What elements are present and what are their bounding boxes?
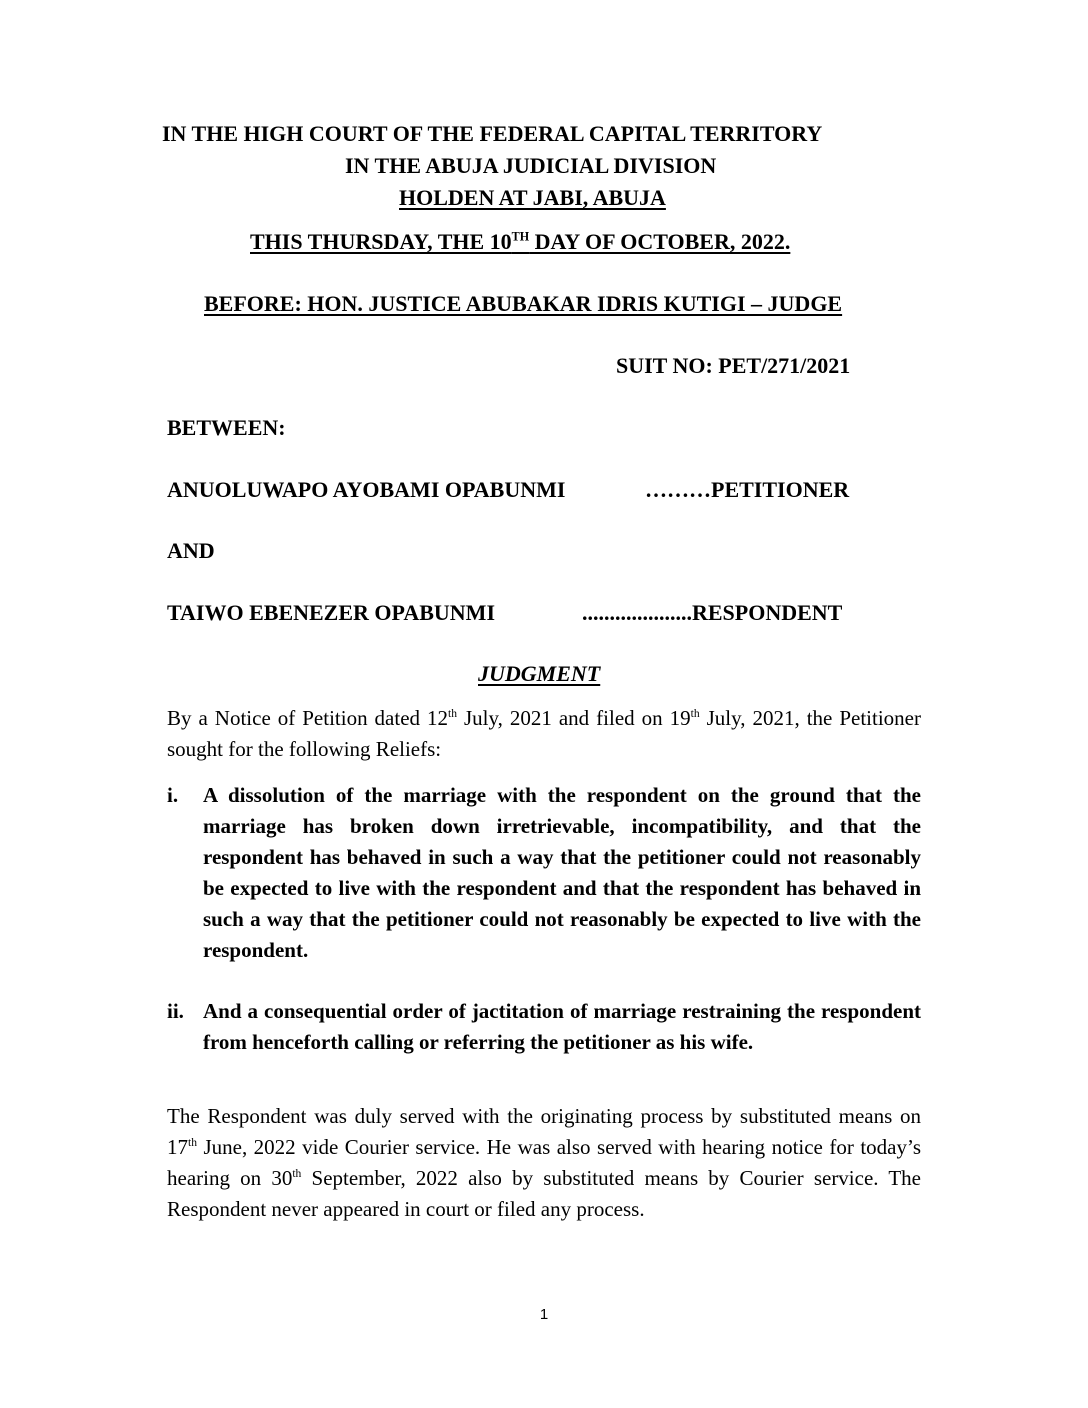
date-pre: THIS THURSDAY, THE 10 (250, 229, 512, 254)
date-line (250, 229, 790, 255)
holden-title: HOLDEN AT JABI, ABUJA (399, 185, 666, 210)
intro-text-2: July, 2021 and filed on 19 (457, 706, 691, 730)
service-text-2: June, 2022 vide Courier service. He was also served with hearing notice for today’s hearing on 30 (167, 1135, 921, 1190)
service-sup-2: th (292, 1168, 302, 1180)
service-text-1: The Respondent was duly served with the originating process by substituted means on 17 (167, 1104, 921, 1159)
relief-number: ii. (167, 999, 184, 1023)
before-line: BEFORE: HON. JUSTICE ABUBAKAR IDRIS KUTIGI – JUDGE (204, 291, 843, 316)
relief-text: A dissolution of the marriage with the respondent on the ground that the marriage has broken down irretrievable, incompatibility, and that the respondent has behaved in such a way that the petitioner could not reasonably be expected to live with the respondent and that the respondent has behaved in such a way that the petitioner could not reasonably be expected to live with the respondent. (203, 783, 921, 962)
intro-sup-1: th (448, 708, 458, 720)
intro-paragraph (167, 703, 921, 765)
judgment-title: JUDGMENT (478, 661, 601, 686)
petitioner-name: ANUOLUWAPO AYOBAMI OPABUNMI (167, 477, 566, 502)
service-text-3: September, 2022 also by substituted means by Courier service. The Respondent never appeared in court or filed any process. (167, 1166, 921, 1221)
respondent-role: ....................RESPONDENT (582, 600, 843, 625)
relief-item (167, 780, 921, 966)
and-label: AND (167, 538, 215, 563)
suit-number: SUIT NO: PET/271/2021 (616, 353, 851, 378)
court-title: IN THE HIGH COURT OF THE FEDERAL CAPITAL TERRITORY (162, 121, 823, 146)
page-number: 1 (539, 1306, 549, 1323)
petitioner-role: ………PETITIONER (645, 477, 850, 502)
service-sup-1: th (188, 1137, 197, 1149)
relief-text: And a consequential order of jactitation of marriage restraining the respondent from henceforth calling or referring the petitioner as his wife. (203, 999, 921, 1054)
relief-number: i. (167, 783, 179, 807)
date-post: DAY OF OCTOBER, 2022. (529, 229, 791, 254)
intro-text-1: By a Notice of Petition dated 12 (167, 706, 449, 730)
intro-sup-2: th (690, 708, 700, 720)
relief-item (167, 996, 921, 1058)
respondent-name: TAIWO EBENEZER OPABUNMI (167, 600, 496, 625)
date-sup: TH (511, 229, 530, 244)
between-label: BETWEEN: (167, 415, 286, 440)
service-paragraph (167, 1101, 921, 1225)
intro-text-3: July, 2021, the Petitioner sought for the following Reliefs: (167, 706, 921, 761)
division-title: IN THE ABUJA JUDICIAL DIVISION (345, 153, 717, 178)
